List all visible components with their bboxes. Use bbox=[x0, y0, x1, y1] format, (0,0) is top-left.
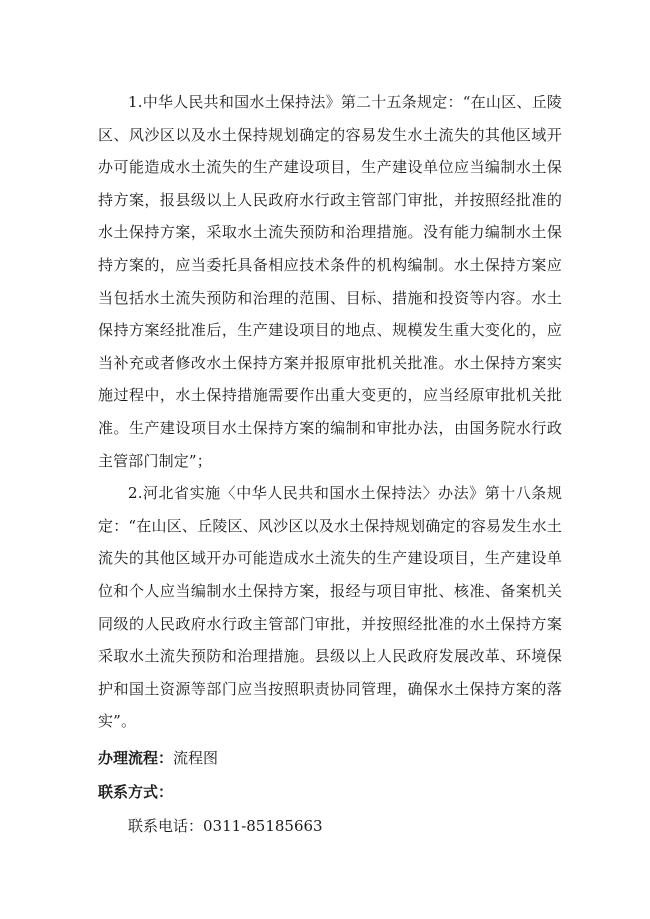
contact-phone-row bbox=[128, 810, 562, 842]
flowchart-link: 流程图 bbox=[173, 748, 219, 767]
contact-heading: 联系方式： bbox=[98, 782, 174, 801]
paragraph-water-law-article-25: 1.中华人民共和国水土保持法》第二十五条规定：“在山区、丘陵区、风沙区以及水土保持规划确定的容易发生水土流失的其他区域开办可能造成水土流失的生产建设项目，生产建设单位应当编制水土保持方案，报县级以上人民政府水行政主管部门审批，并按照经批准的水土保持方案，采取水土流失预防和治理措施。没有能力编制水土保持方案的，应当委托具备相应技术条件的机构编制。水土保持方案应当包括水土流失预防和治理的范围、目标、措施和投资等内容。水土保持方案经批准后，生产建设项目的地点、规模发生重大变化的，应当补充或者修改水土保持方案并报原审批机关批准。水土保持方案实施过程中，水土保持措施需要作出重大变更的，应当经原审批机关批准。生产建设项目水土保持方案的编制和审批办法，由国务院水行政主管部门制定”； bbox=[98, 93, 562, 470]
process-row bbox=[98, 742, 562, 774]
process-label: 办理流程： bbox=[98, 748, 174, 767]
phone-number: 0311-85185663 bbox=[203, 816, 323, 835]
paragraph-hebei-measures-article-18: 2.河北省实施〈中华人民共和国水土保持法〉办法》第十八条规定：“在山区、丘陵区、风沙区以及水土保持规划确定的容易发生水土流失的其他区域开办可能造成水土流失的生产建设项目，生产建设单位和个人应当编制水土保持方案，报经与项目审批、核准、备案机关同级的人民政府水行政主管部门审批，并按照经批准的水土保持方案采取水土流失预防和治理措施。县级以上人民政府发展改革、环境保护和国土资源等部门应当按照职责协同管理，确保水土保持方案的落实”。 bbox=[98, 484, 562, 731]
phone-label: 联系电话： bbox=[128, 816, 204, 835]
